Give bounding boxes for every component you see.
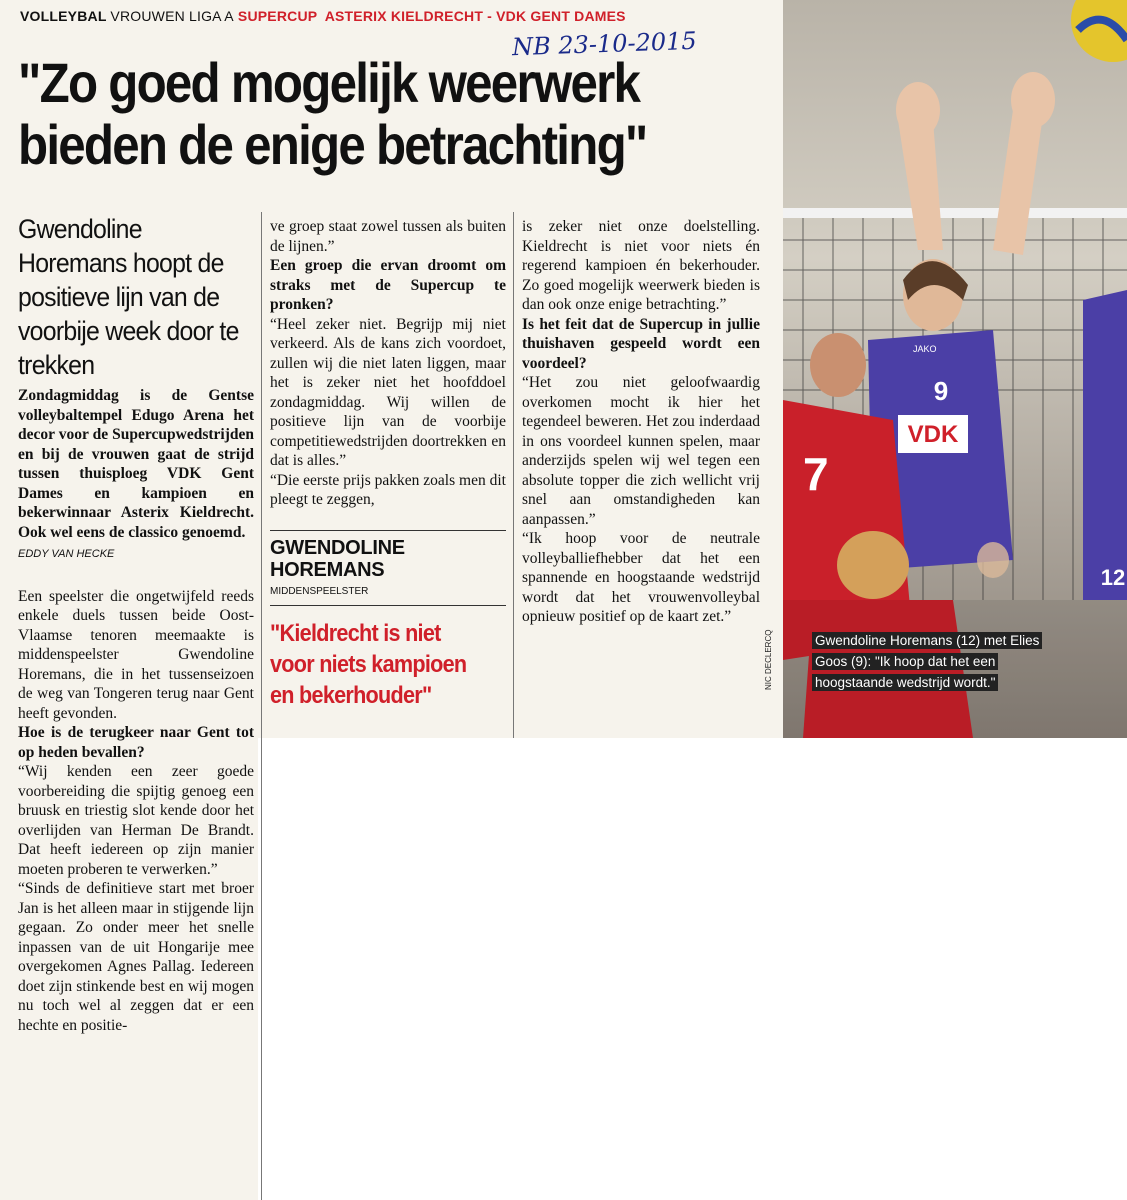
pull-quote: "Kieldrecht is niet voor niets kampioen en bekerhouder" <box>270 620 467 709</box>
net-band <box>783 208 1127 218</box>
column-divider <box>513 212 514 738</box>
interview-answer: “Wij kenden een zeer goede voorbereiding die spijtig genoeg een bruusk en triestig slot kende door het overlijden van Herman De Brandt. Dat heeft iedereen op zijn manier moeten proberen te verwerken.” <box>18 763 254 878</box>
kicker-section: VOLLEYBAL <box>20 8 107 24</box>
volleyball-photo <box>783 0 1127 738</box>
article-column-2 <box>270 217 506 510</box>
column-divider <box>261 212 262 1200</box>
lead-paragraph: Zondagmiddag is de Gentse volleybaltempel Edugo Arena het decor voor de Supercupwedstrijden en bij de vrouwen gaat de strijd tussen thuisploeg VDK Gent Dames en kampioen en bekerwinnaar Asterix Kieldrecht. Ook wel eens de classico genoemd. <box>18 387 254 541</box>
sponsor-logo: VDK <box>907 421 959 448</box>
intro-subheading: Gwendoline Horemans hoopt de positieve lijn van de voorbije week door te trekken <box>18 214 239 380</box>
article-column-3 <box>522 217 760 627</box>
handwritten-date-note: NB 23-10-2015 <box>511 26 698 62</box>
interview-question: Is het feit dat de Supercup in jullie thuishaven gespeeld wordt een voordeel? <box>522 315 760 372</box>
interview-answer: “Die eerste prijs pakken zoals men dit pleegt te zeggen, <box>270 471 506 508</box>
body-paragraph: is zeker niet onze doelstelling. Kieldrecht is niet voor niets én regerend kampioen én bekerhouder. Zo goed mogelijk weerwerk bieden is dan ook onze enige betrachting.” <box>522 218 760 313</box>
interview-answer: “Het zou niet geloofwaardig overkomen mocht ik hier het tegendeel beweren. Het zou inderdaad in ons voordeel kunnen spelen, maar anderzijds spelen wij wel tegen een absolute topper die zich wellicht vrij snel aan omstandigheden kan aanpassen.” <box>522 374 760 528</box>
article-kicker <box>20 8 626 24</box>
player-name: GWENDOLINE HOREMANS <box>270 537 405 581</box>
volleyball-action-image <box>783 0 1127 738</box>
photo-caption <box>812 630 1042 693</box>
headline: "Zo goed mogelijk weerwerk bieden de enige betrachting" <box>18 51 647 176</box>
player-position: MIDDENSPEELSTER <box>270 586 506 606</box>
player-profile-box <box>270 530 506 606</box>
kicker-league: VROUWEN LIGA A <box>110 8 234 24</box>
jersey-brand: JAKO <box>913 344 937 354</box>
interview-question: Een groep die ervan droomt om straks met de Supercup te pronken? <box>270 257 506 313</box>
jersey-number: 9 <box>933 376 949 406</box>
interview-answer: “Ik hoop voor de neutrale volleyballiefhebber dat het een spannende en hoogstaande wedstrijd wordt dat het vrouwenvolleybal opnieuw positief op de kaart zet.” <box>522 530 760 625</box>
blank-area <box>258 738 1127 1200</box>
interview-question: Hoe is de terugkeer naar Gent tot op heden bevallen? <box>18 724 254 761</box>
interview-answer: “Heel zeker niet. Begrijp mij niet verkeerd. Als de kans zich voordoet, zullen wij die niet laten liggen, maar het is zeker niet het hoofddoel zondagmiddag. Wij willen de positieve lijn van de voorbije competitiewedstrijden doortrekken en dat is alles.” <box>270 315 506 469</box>
photo-credit: NIC DECLERCQ <box>764 629 773 690</box>
body-paragraph: Een speelster die ongetwijfeld reeds enkele duels tussen beide Oost-Vlaamse tenoren meemaakte is middenspeelster Gwendoline Horemans, die in het tussenseizoen de weg van Tongeren terug naar Gent heeft gevonden. <box>18 587 254 722</box>
jersey-number: 7 <box>803 448 829 500</box>
interview-answer: “Sinds de definitieve start met broer Jan is het alleen maar in stijgende lijn gegaan. Zo onder meer het snelle inpassen van de uit Hongarije mee overgekomen Agnes Pallag. Iedereen doet zijn stinkende best en wij mogen nu toch wel al zeggen dat er een hechte en positie- <box>18 880 254 1034</box>
caption-text: Gwendoline Horemans (12) met Elies Goos (9): "Ik hoop dat het een hoogstaande wedstrijd wordt." <box>812 632 1042 691</box>
kicker-match: SUPERCUP ASTERIX KIELDRECHT - VDK GENT DAMES <box>237 8 626 24</box>
body-paragraph: ve groep staat zowel tussen als buiten de lijnen.” <box>270 218 506 255</box>
byline: EDDY VAN HECKE <box>18 548 115 560</box>
jersey-number: 12 <box>1100 565 1126 590</box>
article-column-1 <box>18 386 254 1035</box>
